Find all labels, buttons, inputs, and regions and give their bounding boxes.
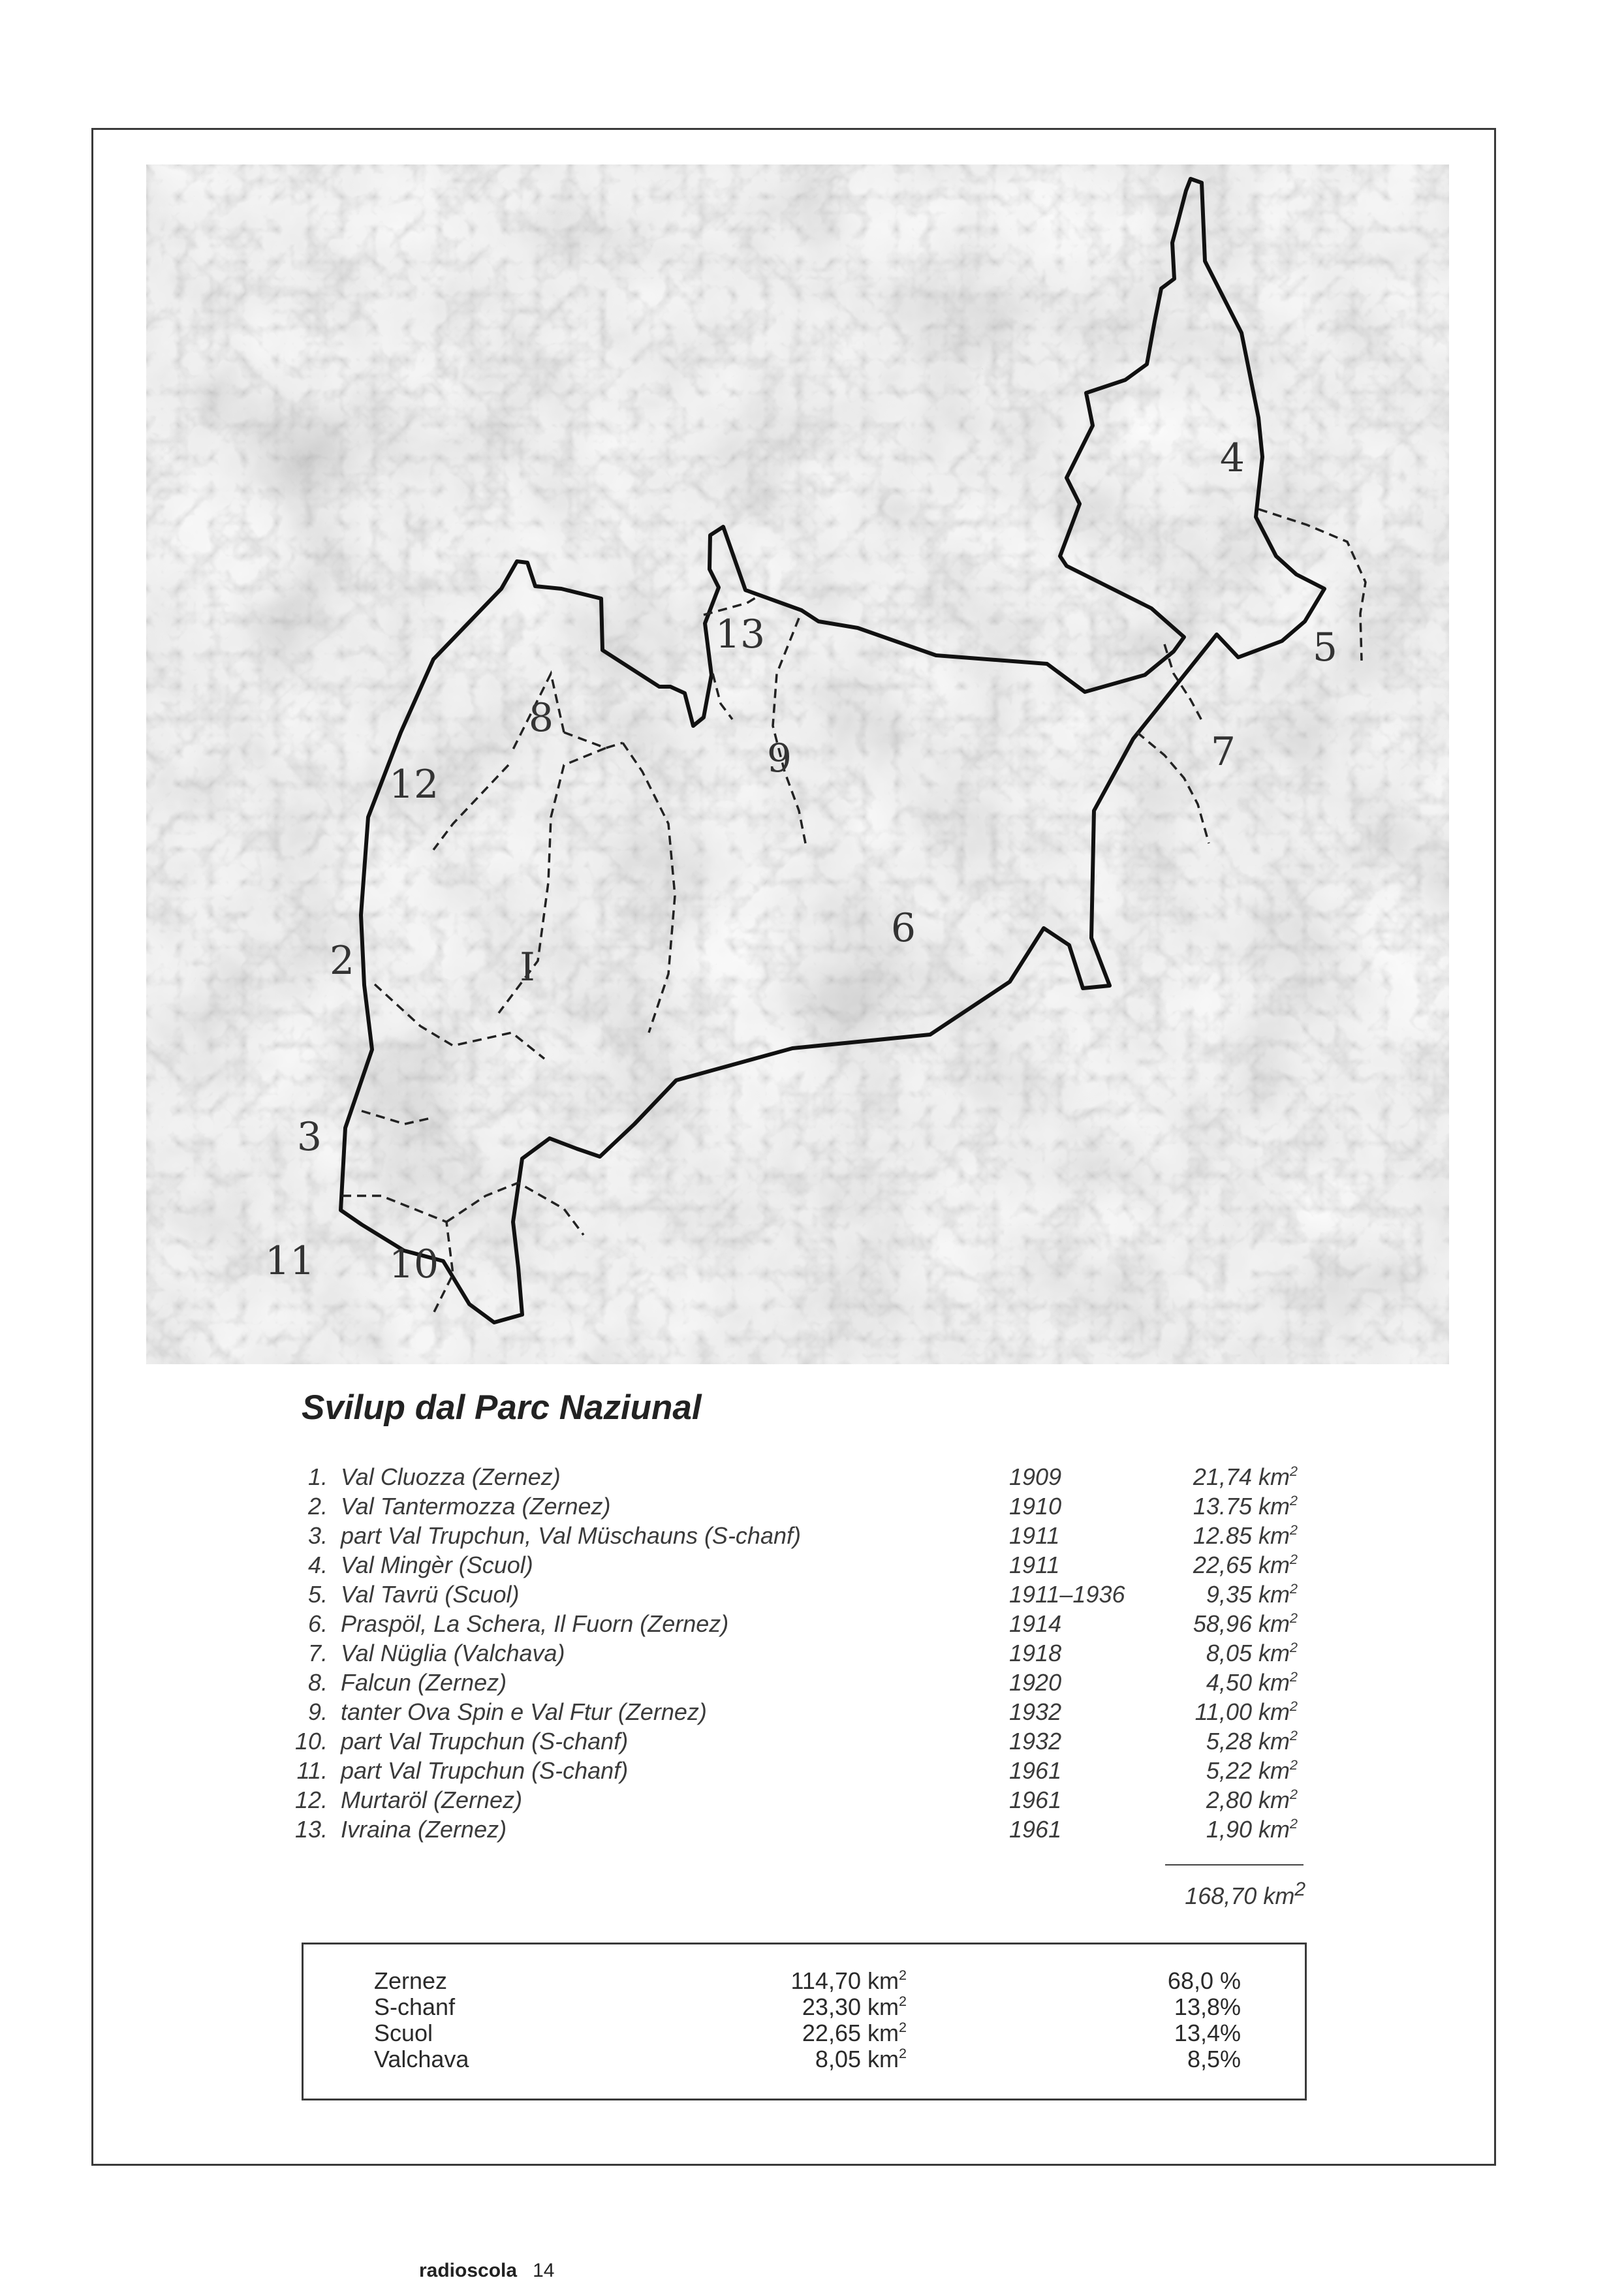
municipality-percent: 13,8%: [1174, 1993, 1241, 2020]
item-name: part Val Trupchun (S-chanf): [341, 1757, 629, 1784]
item-area: 21,74 $km^2$: [1193, 1462, 1298, 1490]
item-number: 11.: [296, 1757, 328, 1784]
list-item: [287, 1668, 1312, 1697]
list-item: [287, 1491, 1312, 1521]
item-name: Praspöl, La Schera, Il Fuorn (Zernez): [341, 1610, 729, 1637]
item-name: Falcun (Zernez): [341, 1669, 507, 1696]
item-year: 1932: [1009, 1728, 1062, 1755]
item-area: 1,90 $km^2$: [1206, 1815, 1298, 1843]
item-year: 1918: [1009, 1640, 1062, 1666]
region-label-4: 4: [1219, 435, 1245, 481]
item-name: Val Mingèr (Scuol): [341, 1552, 533, 1578]
list-item: [287, 1756, 1312, 1785]
municipality-name: S-chanf: [374, 1993, 456, 2020]
municipality-name: Zernez: [374, 1967, 448, 1994]
list-item: [287, 1815, 1312, 1844]
list-item: [287, 1521, 1312, 1550]
item-area: 13.75 $km^2$: [1193, 1491, 1298, 1520]
item-area: 12.85 $km^2$: [1193, 1521, 1298, 1549]
item-name: Val Nüglia (Valchava): [341, 1640, 565, 1666]
municipality-area: 114,70 $km^2$: [790, 1966, 907, 1994]
municipality-percent: 68,0 %: [1167, 1967, 1241, 1994]
summary-row: [304, 1968, 1305, 1994]
municipality-name: Scuol: [374, 2020, 433, 2046]
item-name: Val Tavrü (Scuol): [341, 1581, 520, 1608]
region-label-3: 3: [296, 1114, 322, 1160]
item-name: Ivraina (Zernez): [341, 1816, 507, 1843]
item-year: 1911: [1009, 1522, 1060, 1549]
region-label-2: 2: [329, 938, 355, 984]
item-area: 9,35 $km^2$: [1206, 1580, 1298, 1608]
item-area: 58,96 $km^2$: [1193, 1609, 1298, 1637]
item-number: 9.: [307, 1698, 328, 1725]
page-footer: [419, 2260, 554, 2282]
item-name: part Val Trupchun (S-chanf): [341, 1728, 629, 1755]
item-name: part Val Trupchun, Val Müschauns (S-chanf): [341, 1522, 801, 1549]
region-label-9: 9: [766, 736, 792, 781]
item-year: 1910: [1009, 1493, 1062, 1520]
item-year: 1911: [1009, 1552, 1060, 1578]
item-area: 5,28 $km^2$: [1206, 1726, 1298, 1755]
region-label-6: 6: [890, 905, 916, 951]
region-label-12: 12: [388, 762, 439, 807]
item-number: 3.: [307, 1522, 328, 1549]
item-year: 1911–1936: [1009, 1581, 1125, 1608]
item-number: 8.: [307, 1669, 328, 1696]
area-list: [287, 1462, 1312, 1844]
region-label-13: 13: [715, 612, 766, 657]
municipality-area: 23,30 $km^2$: [802, 1992, 907, 2020]
total-area: 168,70 $km^2$: [1185, 1879, 1305, 1909]
item-number: 1.: [307, 1463, 328, 1490]
total-divider: [1165, 1864, 1304, 1866]
summary-row: [304, 2046, 1305, 2072]
item-name: tanter Ova Spin e Val Ftur (Zernez): [341, 1698, 707, 1725]
municipality-summary-box: [302, 1943, 1307, 2100]
page-number: 14: [533, 2260, 555, 2281]
summary-row: [304, 2020, 1305, 2046]
item-area: 22,65 $km^2$: [1193, 1550, 1298, 1578]
item-number: 13.: [294, 1816, 328, 1843]
list-item: [287, 1550, 1312, 1580]
region-label-8: 8: [528, 695, 554, 741]
item-year: 1932: [1009, 1698, 1062, 1725]
region-label-5: 5: [1312, 625, 1338, 670]
item-area: 8,05 $km^2$: [1206, 1638, 1298, 1666]
item-year: 1961: [1009, 1816, 1062, 1843]
region-label-1: I: [520, 945, 535, 990]
item-name: Murtaröl (Zernez): [341, 1787, 523, 1813]
item-area: 5,22 $km^2$: [1206, 1756, 1298, 1784]
list-item: [287, 1580, 1312, 1609]
region-label-11: 11: [264, 1238, 315, 1284]
caption-title: Svilup dal Parc Naziunal: [302, 1388, 702, 1427]
park-map: [146, 164, 1449, 1364]
item-area: 11,00 $km^2$: [1195, 1697, 1298, 1725]
item-name: Val Tantermozza (Zernez): [341, 1493, 611, 1520]
item-year: 1961: [1009, 1757, 1062, 1784]
municipality-percent: 8,5%: [1187, 2046, 1241, 2072]
item-number: 5.: [307, 1581, 328, 1608]
list-item: [287, 1726, 1312, 1756]
list-item: [287, 1638, 1312, 1668]
list-item: [287, 1462, 1312, 1491]
region-label-10: 10: [388, 1241, 439, 1287]
item-area: 4,50 $km^2$: [1206, 1668, 1298, 1696]
item-year: 1961: [1009, 1787, 1062, 1813]
item-number: 12.: [294, 1787, 328, 1813]
item-number: 2.: [307, 1493, 328, 1520]
item-number: 10.: [294, 1728, 328, 1755]
footer-brand: radioscola: [419, 2260, 518, 2281]
item-number: 6.: [307, 1610, 328, 1637]
summary-row: [304, 1994, 1305, 2020]
item-area: 2,80 $km^2$: [1206, 1785, 1298, 1813]
municipality-area: 22,65 $km^2$: [802, 2018, 907, 2046]
item-number: 4.: [307, 1552, 328, 1578]
list-item: [287, 1697, 1312, 1726]
item-year: 1914: [1009, 1610, 1062, 1637]
list-item: [287, 1785, 1312, 1815]
item-year: 1920: [1009, 1669, 1062, 1696]
item-name: Val Cluozza (Zernez): [341, 1463, 561, 1490]
region-label-7: 7: [1210, 729, 1236, 775]
item-year: 1909: [1009, 1463, 1062, 1490]
municipality-percent: 13,4%: [1174, 2020, 1241, 2046]
list-item: [287, 1609, 1312, 1638]
municipality-area: 8,05 $km^2$: [815, 2044, 907, 2072]
item-number: 7.: [307, 1640, 328, 1666]
municipality-name: Valchava: [374, 2046, 469, 2072]
